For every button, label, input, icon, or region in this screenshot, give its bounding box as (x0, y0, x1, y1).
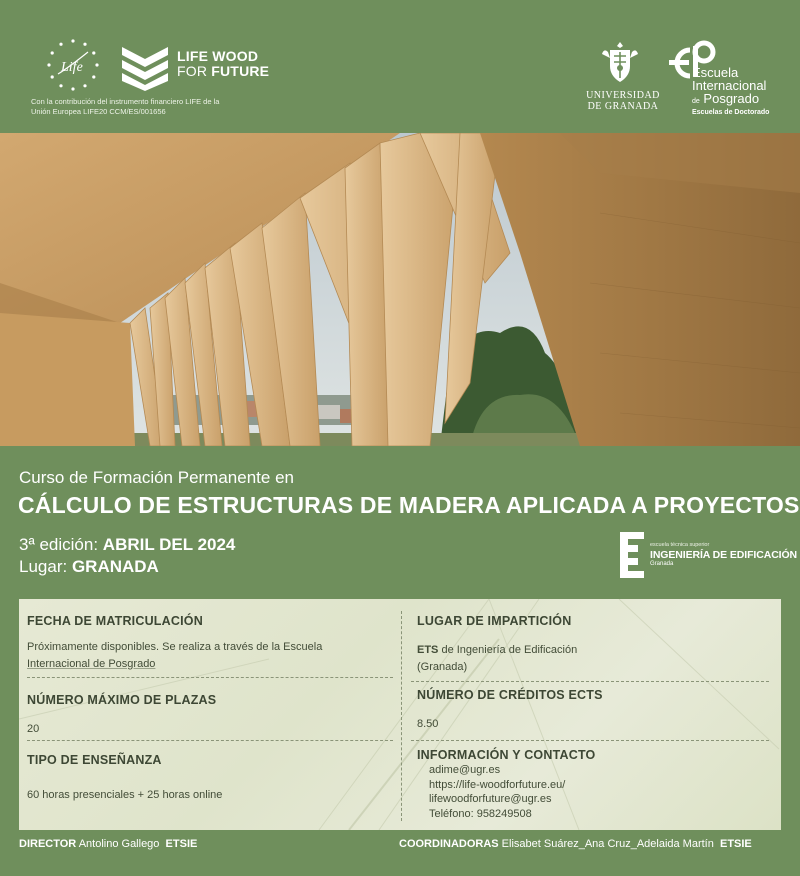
lugar-text (417, 642, 577, 676)
lugar-line2: (Granada) (417, 661, 468, 673)
creditos-heading: NÚMERO DE CRÉDITOS ECTS (417, 688, 603, 702)
matriculacion-line1: Próximamente disponibles. Se realiza a través de la Escuela (27, 641, 323, 653)
course-place (19, 557, 159, 577)
universidad-granada-crest-icon (600, 40, 640, 84)
eip-line1: Escuela (692, 65, 739, 80)
lwf-for: FOR (177, 63, 208, 79)
edition-label: 3ª edición: (19, 535, 103, 554)
plazas-heading: NÚMERO MÁXIMO DE PLAZAS (27, 693, 217, 707)
eip-de: de (692, 98, 700, 105)
svg-text:Life: Life (61, 60, 83, 75)
coord-label: COORDINADORAS (399, 838, 499, 850)
course-title: CÁLCULO DE ESTRUCTURAS DE MADERA APLICADA A PROYECTOS (18, 492, 800, 518)
coordinators-credit (399, 838, 752, 850)
row-divider-left-2 (27, 740, 393, 741)
director-name: Antolino Gallego (76, 838, 160, 850)
lugar-heading: LUGAR DE IMPARTICIÓN (417, 614, 572, 628)
row-divider-right-2 (411, 740, 769, 741)
eip-line4: Escuelas de Doctorado (692, 109, 770, 116)
matriculacion-line2: Internacional de Posgrado (27, 658, 156, 670)
contacto-list (429, 763, 565, 821)
matriculacion-heading: FECHA DE MATRICULACIÓN (27, 614, 203, 628)
place-value: GRANADA (71, 557, 159, 576)
coord-school: ETSIE (719, 838, 752, 850)
creditos-value: 8.50 (417, 718, 439, 730)
lwf-line1: LIFE WOOD (177, 48, 259, 64)
contact-website-link[interactable]: https://life-woodforfuture.eu/ (429, 778, 566, 791)
coord-names: Elisabet Suárez_Ana Cruz_Adelaida Martín (498, 838, 714, 850)
universidad-granada-wordmark (584, 90, 662, 112)
lwf-line2 (177, 64, 269, 79)
place-label: Lugar: (19, 557, 72, 576)
life-wood-for-future-icon (120, 43, 170, 91)
column-divider (401, 611, 402, 821)
timber-structure-photo (0, 133, 800, 446)
header (0, 0, 800, 133)
row-divider-left-1 (27, 677, 393, 678)
course-edition (19, 535, 235, 555)
director-school: ETSIE (165, 838, 198, 850)
ie-school-city: Granada (650, 561, 674, 567)
eip-line2: Internacional (692, 78, 767, 93)
ingenieria-edificacion-logo-icon (620, 532, 644, 578)
tipo-value: 60 horas presenciales + 25 horas online (27, 789, 223, 801)
contact-phone[interactable]: Teléfono: 958249508 (429, 807, 532, 820)
lugar-line1 (417, 642, 577, 659)
eip-posgrado: Posgrado (703, 91, 760, 106)
plazas-value: 20 (27, 723, 40, 735)
ugr-line1: UNIVERSIDAD (586, 90, 660, 101)
edition-value: ABRIL DEL 2024 (102, 535, 236, 554)
director-credit (19, 838, 197, 850)
director-label: DIRECTOR (19, 838, 77, 850)
contacto-heading: INFORMACIÓN Y CONTACTO (417, 748, 596, 762)
tipo-heading: TIPO DE ENSEÑANZA (27, 753, 162, 767)
life-wood-for-future-wordmark (177, 49, 269, 79)
ugr-line2: DE GRANADA (587, 101, 659, 112)
lugar-school: de Ingeniería de Edificación (438, 644, 578, 656)
course-subtitle: Curso de Formación Permanente en (19, 468, 294, 487)
matriculacion-text (27, 639, 322, 673)
ie-school-name: INGENIERÍA DE EDIFICACIÓN (650, 549, 798, 561)
eu-contribution-note (31, 97, 271, 117)
contribution-line1: Con la contribución del instrumento financiero LIFE de la (31, 97, 220, 106)
row-divider-right-1 (411, 681, 769, 682)
contact-email-adime[interactable]: adime@ugr.es (429, 764, 501, 776)
contact-email-lifewood[interactable]: lifewoodforfuture@ugr.es (429, 793, 552, 805)
contribution-line2: Unión Europea LIFE20 CCM/ES/001656 (31, 107, 166, 116)
course-info-panel (19, 599, 781, 830)
life-programme-logo (44, 36, 102, 94)
lwf-future: FUTURE (211, 63, 270, 79)
lugar-ets: ETS (417, 644, 439, 656)
escuela-posgrado-wordmark (692, 66, 769, 117)
eip-line3 (692, 92, 769, 108)
ie-school-type: escuela técnica superior (650, 542, 710, 548)
